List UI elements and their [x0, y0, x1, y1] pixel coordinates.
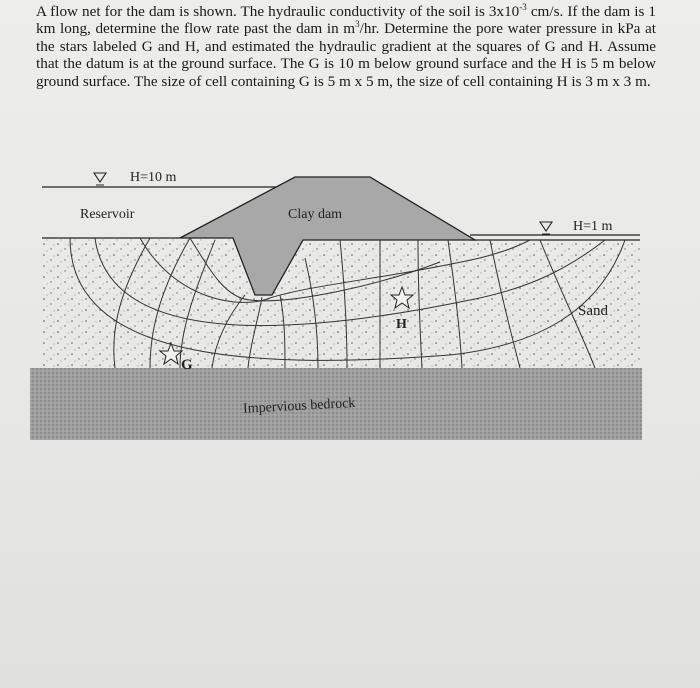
dam-label: Clay dam — [288, 207, 343, 222]
sentence-1: A flow net for the dam is shown. — [36, 3, 237, 20]
flow-rate-unit: /hr. — [359, 20, 380, 38]
flow-rate-text: If the dam is 1 km long, determine the flow rate past the dam in m — [36, 3, 656, 38]
upstream-head-label: H=10 m — [130, 170, 177, 185]
conductivity-text: The hydraulic conductivity of the soil is 3x10 — [240, 3, 520, 20]
problem-paragraph — [36, 3, 656, 90]
sentence-5: Assume that the datum is at the ground surface. — [36, 37, 656, 73]
reservoir-label: Reservoir — [80, 207, 135, 222]
conductivity-unit: cm/s. — [526, 3, 564, 20]
sand-layer — [42, 238, 640, 368]
sentence-4: Determine the pore water pressure in kPa at the stars labeled G and H, and estimated the hydraulic gradient at the squares of G and H. — [36, 20, 656, 55]
flow-rate-exponent: 3 — [355, 19, 360, 30]
downstream-head-label: H=1 m — [573, 219, 613, 234]
point-h-label: H — [396, 317, 407, 332]
point-g-label: G — [181, 357, 193, 373]
sentence-7: The size of cell containing G is 5 m x 5 m, the size of cell containing H is 3 m x 3 m. — [134, 72, 651, 90]
flow-net-figure — [0, 160, 700, 460]
sentence-6: The G is 10 m below ground surface and the H is 5 m below ground surface. — [36, 55, 656, 90]
downstream-water-level-icon — [540, 222, 552, 234]
conductivity-exponent: -3 — [519, 1, 527, 12]
problem-statement — [36, 3, 656, 90]
sentence-2 — [241, 3, 564, 20]
sand-label: Sand — [578, 303, 608, 319]
upstream-water-level-icon — [94, 173, 106, 185]
bedrock-label: Impervious bedrock — [242, 395, 356, 417]
